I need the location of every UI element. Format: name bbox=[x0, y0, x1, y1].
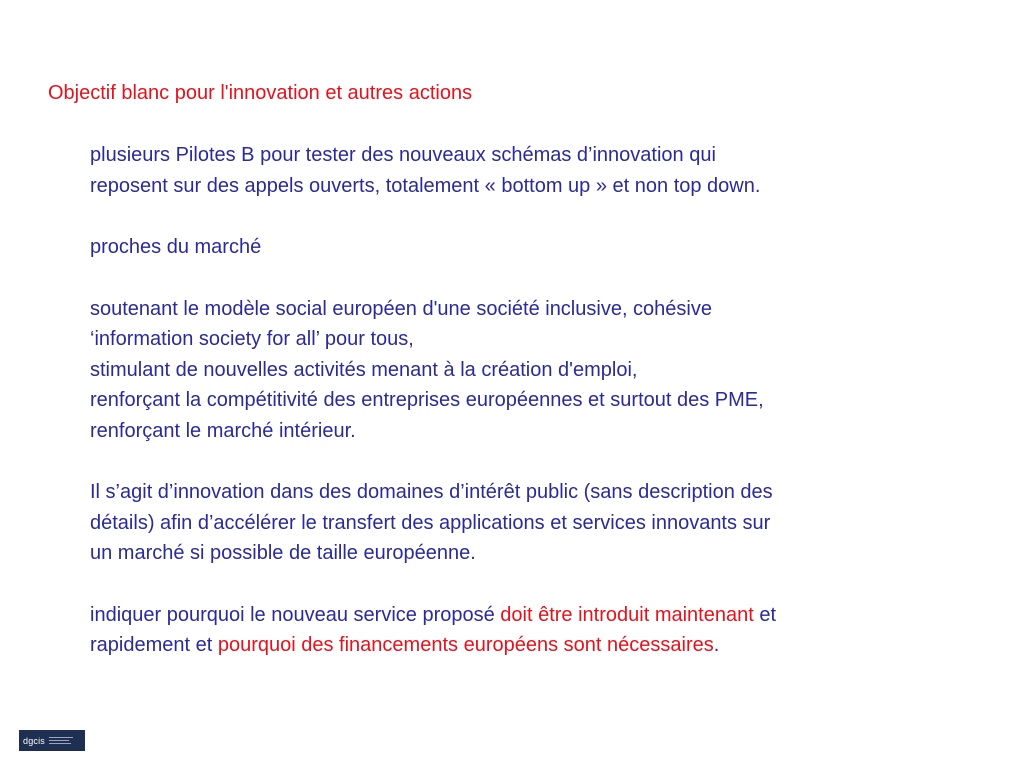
paragraph-indiquer bbox=[90, 600, 1010, 661]
dgcis-logo bbox=[19, 730, 85, 751]
text-line: un marché si possible de taille européenne. bbox=[90, 542, 476, 564]
text-line: détails) afin d’accélérer le transfert des applications et services innovants sur bbox=[90, 511, 771, 534]
highlight-text: doit être introduit maintenant bbox=[500, 603, 754, 626]
highlight-text: pourquoi des financements européens sont nécessaires bbox=[217, 634, 714, 656]
paragraph-marche bbox=[90, 232, 1010, 263]
text-segment: indiquer pourquoi le nouveau service proposé bbox=[90, 603, 501, 626]
text-segment: rapidement et bbox=[90, 634, 218, 656]
slide-body bbox=[90, 140, 1010, 692]
text-line bbox=[90, 630, 1010, 661]
text-line: plusieurs Pilotes B pour tester des nouveaux schémas d’innovation qui bbox=[90, 144, 716, 166]
text-line: renforçant la compétitivité des entreprises européennes et surtout des PME, bbox=[90, 389, 764, 411]
text-line: Il s’agit d’innovation dans des domaines d’intérêt public (sans description des bbox=[90, 481, 773, 503]
text-segment: et bbox=[753, 603, 777, 626]
logo-text: dgcis bbox=[23, 735, 46, 746]
text-segment: . bbox=[713, 634, 720, 656]
text-line: soutenant le modèle social européen d'une société inclusive, cohésive bbox=[90, 297, 712, 320]
text-line: reposent sur des appels ouverts, totalement « bottom up » et non top down. bbox=[90, 174, 761, 197]
paragraph-pilotes bbox=[90, 140, 1010, 201]
text-line: stimulant de nouvelles activités menant à la création d'emploi, bbox=[90, 358, 638, 381]
text-line bbox=[90, 600, 1010, 631]
slide-title: Objectif blanc pour l'innovation et autres actions bbox=[48, 82, 473, 104]
logo-decoration bbox=[49, 737, 73, 744]
text-line: renforçant le marché intérieur. bbox=[90, 419, 356, 442]
text-line: proches du marché bbox=[90, 236, 262, 258]
paragraph-modele-social bbox=[90, 294, 1010, 447]
text-line: ‘information society for all’ pour tous, bbox=[90, 328, 414, 350]
paragraph-interet-public bbox=[90, 477, 1010, 569]
